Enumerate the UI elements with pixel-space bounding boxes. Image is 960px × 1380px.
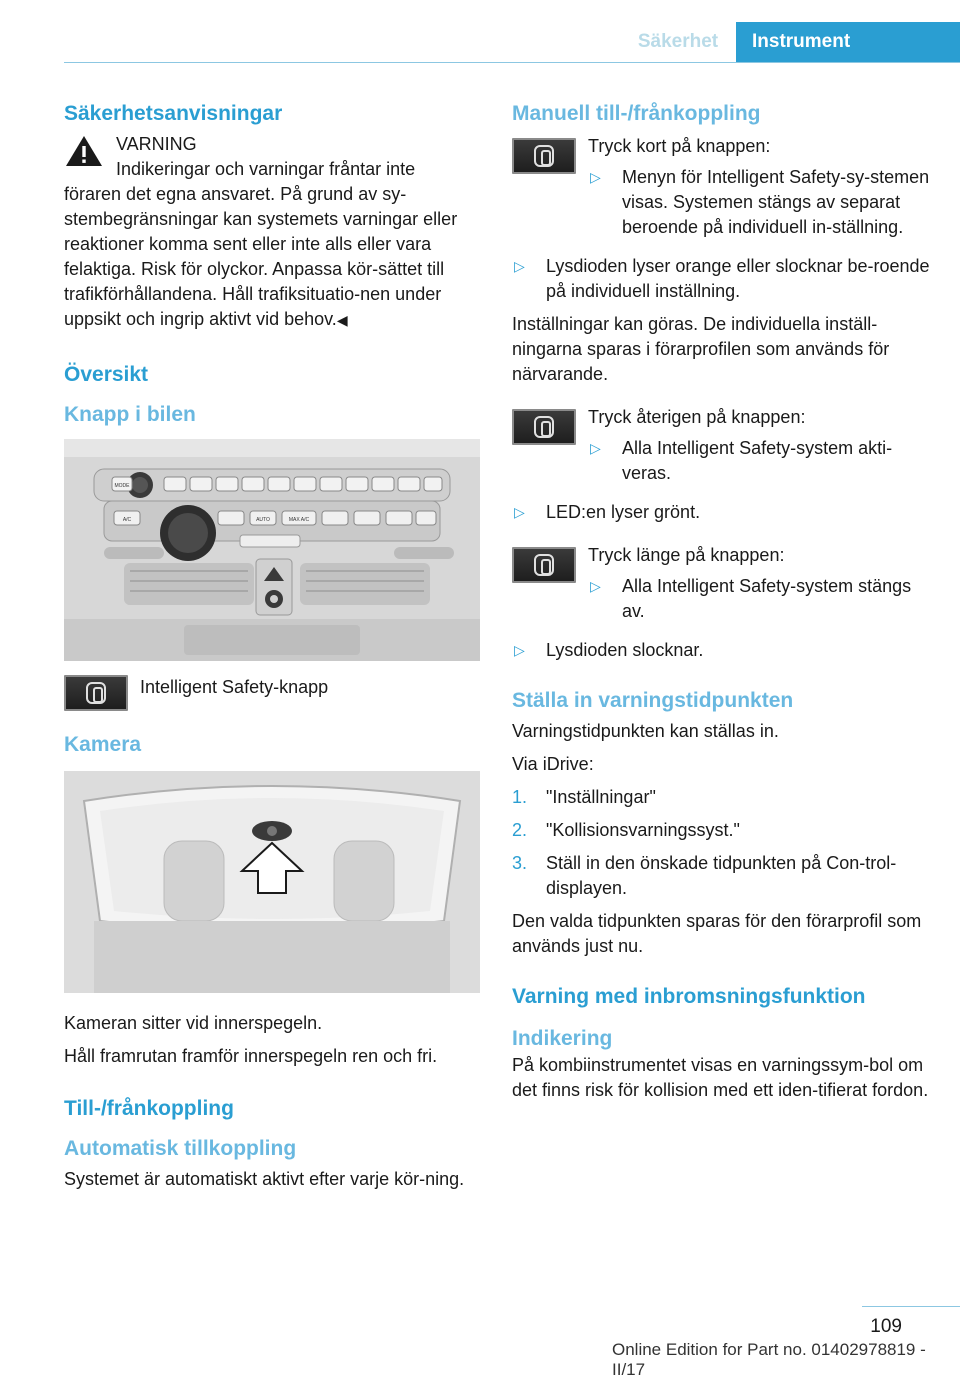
- led-bullet-2: ▷ LED:en lyser grönt.: [512, 500, 930, 525]
- step2-bullet: ▷ Alla Intelligent Safety-system akti-veras.: [588, 436, 930, 486]
- intelligent-safety-button-icon: [64, 675, 128, 711]
- onoff-heading: Till-/frånkoppling: [64, 1097, 234, 1120]
- step3-bullet: ▷ Alla Intelligent Safety-system stängs av.: [588, 574, 930, 624]
- warning-block: [64, 132, 482, 333]
- button-caption-row: [64, 675, 482, 711]
- intelligent-safety-button-icon: [512, 138, 576, 174]
- warntime-heading: Ställa in varningstidpunkten: [512, 689, 794, 712]
- end-mark-icon: ◀: [336, 312, 348, 328]
- warning-title: VARNING: [116, 134, 197, 154]
- step-item: 1. "Inställningar": [512, 787, 656, 807]
- safety-heading: Säkerhetsanvisningar: [64, 102, 283, 125]
- auto-heading: Automatisk tillkoppling: [64, 1137, 297, 1160]
- warning-text-body: föraren det egna ansvaret. På grund av sy-stembegränsningar kan systemets varningar eller reaktioner komma sent eller inte alls eller vara felaktiga. Risk för olyckor. Anpassa kör-sättet till trafikförhållandena. Håll trafiksituatio-nen under uppsikt och ingrip aktivt vid behov.: [64, 184, 458, 329]
- header-tab-sakerhet[interactable]: Säkerhet: [620, 22, 736, 62]
- intelligent-safety-button-icon: [512, 409, 576, 445]
- camera-p1: Kameran sitter vid innerspegeln.: [64, 1013, 323, 1033]
- settings-steps: [512, 785, 930, 901]
- camera-photo: [64, 771, 480, 993]
- camera-illustration: [64, 771, 480, 993]
- warning-text: [64, 182, 482, 333]
- console-ac-label: A/C: [122, 517, 132, 523]
- console-auto-label: AUTO: [256, 517, 270, 523]
- step1-lead: Tryck kort på knappen:: [588, 136, 771, 156]
- left-column: [64, 100, 482, 1200]
- header-divider: [64, 62, 960, 63]
- page-number: 109: [870, 1316, 902, 1337]
- right-column: [512, 100, 930, 1111]
- warntime-p3: Den valda tidpunkten sparas för den förarprofil som används just nu.: [512, 911, 922, 956]
- edition-footer: Online Edition for Part no. 01402978819 - II/17: [612, 1340, 926, 1379]
- step3-row: [512, 543, 930, 632]
- step-item: 2. "Kollisionsvarningssyst.": [512, 820, 740, 840]
- console-max-label: MAX A/C: [288, 517, 310, 523]
- step1-bullet: ▷ Menyn för Intelligent Safety-sy-stemen visas. Systemen stängs av separat beroende på individuell in-ställning.: [588, 165, 930, 240]
- camera-heading: Kamera: [64, 733, 142, 756]
- intelligent-safety-button-icon: [512, 547, 576, 583]
- led-bullet-1: ▷ Lysdioden lyser orange eller slocknar be-roende på individuell inställning.: [512, 254, 930, 304]
- indic-paragraph: På kombiinstrumentet visas en varningssym-bol om det finns risk för kollision med ett iden-tifierat fordon.: [512, 1055, 929, 1100]
- step1-row: [512, 134, 930, 248]
- warntime-p2: Via iDrive:: [512, 754, 594, 774]
- indic-heading: Indikering: [512, 1027, 613, 1050]
- console-photo: [64, 439, 480, 661]
- footer-divider: [862, 1306, 960, 1307]
- manual-heading: Manuell till-/frånkoppling: [512, 102, 761, 125]
- step2-row: [512, 405, 930, 494]
- overview-heading: Översikt: [64, 363, 149, 386]
- auto-paragraph: Systemet är automatiskt aktivt efter varje kör-ning.: [64, 1169, 465, 1189]
- brake-heading: Varning med inbromsningsfunktion: [512, 985, 866, 1008]
- button-heading: Knapp i bilen: [64, 403, 196, 426]
- settings-paragraph: Inställningar kan göras. De individuella inställ-ningarna sparas i förarprofilen som används för närvarande.: [512, 314, 890, 384]
- header-tab-instrument[interactable]: Instrument: [736, 22, 960, 62]
- led-bullet-3: ▷ Lysdioden slocknar.: [512, 638, 930, 663]
- camera-p2: Håll framrutan framför innerspegeln ren och fri.: [64, 1046, 438, 1066]
- console-illustration: [64, 439, 480, 661]
- step-item: 3. Ställ in den önskade tidpunkten på Con-trol-displayen.: [512, 853, 897, 898]
- warntime-p1: Varningstidpunkten kan ställas in.: [512, 721, 779, 741]
- console-mode-label: MODE: [114, 483, 130, 489]
- step2-lead: Tryck återigen på knappen:: [588, 407, 806, 427]
- step3-lead: Tryck länge på knappen:: [588, 545, 785, 565]
- warning-first-line: Indikeringar och varningar fråntar inte: [116, 159, 416, 179]
- button-caption: Intelligent Safety-knapp: [140, 677, 329, 697]
- warning-triangle-icon: [64, 134, 104, 168]
